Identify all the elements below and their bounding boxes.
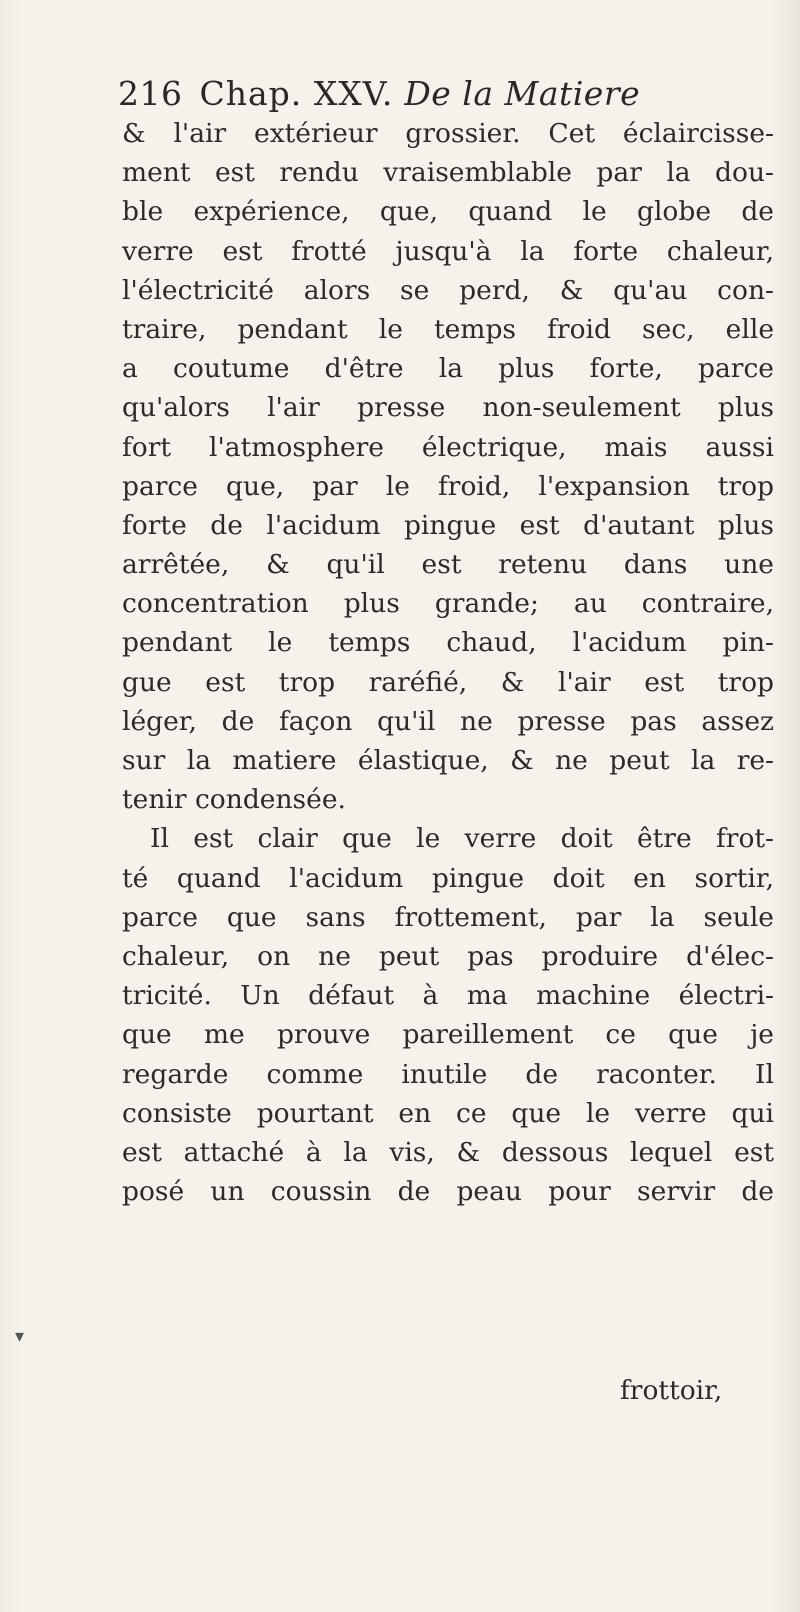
- text-line: regarde comme inutile de raconter. Il: [122, 1058, 774, 1090]
- text-line: concentration plus grande; au contraire,: [122, 588, 774, 620]
- chapter-title: De la Matiere: [404, 74, 641, 113]
- text-line: l'électricité alors se perd, & qu'au con-: [122, 274, 774, 306]
- text-line: forte de l'acidum pingue est d'autant plus: [122, 509, 774, 541]
- text-line: arrêtée, & qu'il est retenu dans une: [122, 549, 774, 581]
- text-line: consiste pourtant en ce que le verre qui: [122, 1097, 774, 1129]
- page-number: 216: [118, 74, 183, 113]
- text-line: pendant le temps chaud, l'acidum pin-: [122, 627, 774, 659]
- body-text: [122, 114, 774, 1211]
- catchword: frottoir,: [620, 1375, 723, 1406]
- text-line: tricité. Un défaut à ma machine électri-: [122, 980, 774, 1012]
- running-header: [118, 74, 640, 113]
- text-line: Il est clair que le verre doit être frot-: [150, 823, 774, 855]
- text-line: traire, pendant le temps froid sec, elle: [122, 313, 774, 345]
- text-line: parce que sans frottement, par la seule: [122, 901, 774, 933]
- text-line: & l'air extérieur grossier. Cet éclaircisse-: [122, 118, 774, 149]
- text-line: ment est rendu vraisemblable par la dou-: [122, 157, 774, 189]
- chapter-label: Chap. XXV.: [199, 74, 394, 113]
- text-line: té quand l'acidum pingue doit en sortir,: [122, 862, 774, 894]
- text-line: a coutume d'être la plus forte, parce: [122, 353, 774, 385]
- text-line: tenir condensée.: [122, 784, 346, 816]
- text-line: qu'alors l'air presse non-seulement plus: [122, 392, 774, 424]
- text-line: posé un coussin de peau pour servir de: [122, 1176, 774, 1208]
- text-line: verre est frotté jusqu'à la forte chaleur,: [122, 235, 774, 267]
- text-line: fort l'atmosphere électrique, mais aussi: [122, 431, 774, 463]
- margin-mark: ▾: [15, 1326, 25, 1347]
- text-line: est attaché à la vis, & dessous lequel est: [122, 1136, 774, 1168]
- text-line: chaleur, on ne peut pas produire d'élec-: [122, 940, 774, 972]
- text-line: sur la matiere élastique, & ne peut la re-: [122, 745, 774, 776]
- text-line: que me prouve pareillement ce que je: [122, 1019, 774, 1051]
- text-line: parce que, par le froid, l'expansion trop: [122, 470, 774, 502]
- text-line: gue est trop raréfié, & l'air est trop: [122, 666, 774, 698]
- text-line: léger, de façon qu'il ne presse pas assez: [122, 705, 774, 737]
- text-line: ble expérience, que, quand le globe de: [122, 196, 774, 228]
